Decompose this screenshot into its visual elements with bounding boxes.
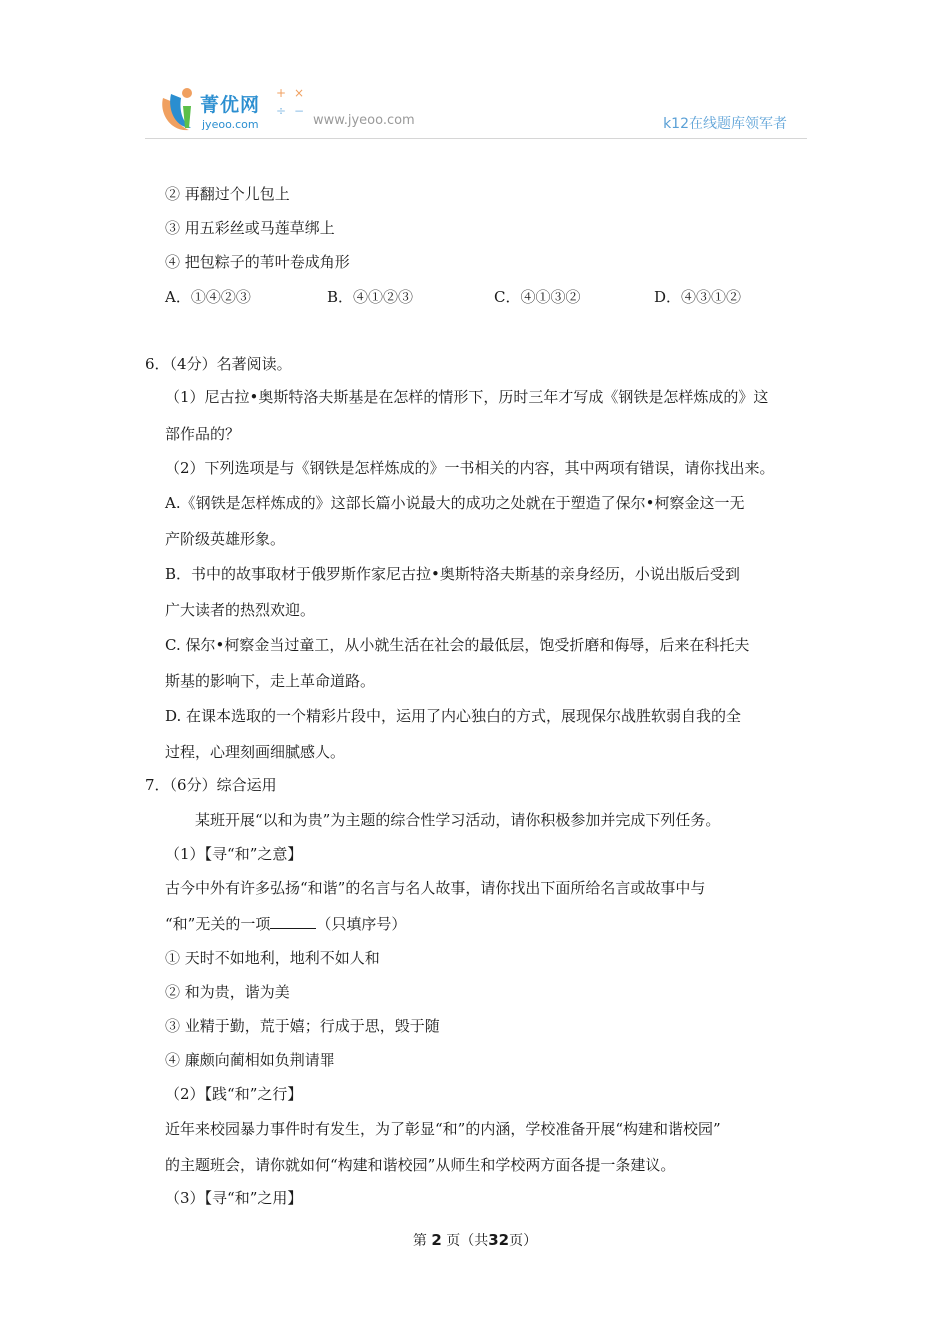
q7-part1-text: 古今中外有许多弘扬“和谐”的名言与名人故事，请你找出下面所给名言或故事中与 <box>165 879 706 897</box>
q5-step-3: ③ 用五彩丝或马莲草绑上 <box>165 219 335 237</box>
plus-symbol: + <box>276 86 287 100</box>
q6-option-b-line: B．书中的故事取材于俄罗斯作家尼古拉•奥斯特洛夫斯基的亲身经历，小说出版后受到 <box>165 565 740 583</box>
q6-option-d-line: D. 在课本选取的一个精彩片段中，运用了内心独白的方式，展现保尔战胜软弱自我的全 <box>165 707 742 725</box>
page-header <box>145 82 807 140</box>
slogan: k12在线题库领军者 <box>663 116 787 132</box>
q7-part2-text: 近年来校园暴力事件时有发生，为了彰显“和”的内涵，学校准备开展“构建和谐校园” <box>165 1120 721 1138</box>
q5-option-c: C．④①③② <box>494 288 581 306</box>
q5-option-a: A．①④②③ <box>165 288 251 306</box>
site-url: www.jyeoo.com <box>313 113 415 128</box>
q5-options <box>165 286 805 306</box>
footer-prefix: 第 <box>412 1233 427 1249</box>
q6-option-d-line: 过程，心理刻画细腻感人。 <box>165 743 346 761</box>
q7-item-4: ④ 廉颇向蔺相如负荆请罪 <box>165 1051 335 1069</box>
footer-middle: 页（共 <box>446 1233 489 1249</box>
q7-part2-title: （2）【践“和”之行】 <box>165 1085 303 1103</box>
q6-option-a-line: 产阶级英雄形象。 <box>165 530 286 548</box>
q6-option-c-line: C. 保尔•柯察金当过童工，从小就生活在社会的最低层，饱受折磨和侮辱，后来在科托夫 <box>165 636 750 654</box>
q7-item-2: ② 和为贵，谐为美 <box>165 983 290 1001</box>
q5-step-4: ④ 把包粽子的苇叶卷成角形 <box>165 253 350 271</box>
q7-item-1: ① 天时不如地利，地利不如人和 <box>165 949 380 967</box>
header-divider <box>145 138 807 139</box>
times-symbol: × <box>294 86 305 100</box>
q7-part1-text-before: “和”无关的一项 <box>165 915 271 933</box>
footer-suffix: 页） <box>509 1233 538 1249</box>
q5-step-2: ② 再翻过个儿包上 <box>165 185 290 203</box>
brand-name: 菁优网 <box>200 94 261 116</box>
q7-item-3: ③ 业精于勤，荒于嬉；行成于思，毁于随 <box>165 1017 440 1035</box>
page-number: 2 <box>431 1231 442 1249</box>
q6-line: （1）尼古拉•奥斯特洛夫斯基是在怎样的情形下，历时三年才写成《钢铁是怎样炼成的》这 <box>165 388 769 406</box>
q6-line: （2）下列选项是与《钢铁是怎样炼成的》一书相关的内容，其中两项有错误，请你找出来。 <box>165 459 775 477</box>
q5-option-b: B．④①②③ <box>327 288 414 306</box>
q6-option-b-line: 广大读者的热烈欢迎。 <box>165 601 316 619</box>
q5-option-d: D．④③①② <box>654 288 742 306</box>
q7-part1-text-after: （只填序号） <box>316 915 407 933</box>
q6-option-a-line: A.《钢铁是怎样炼成的》这部长篇小说最大的成功之处就在于塑造了保尔•柯察金这一无 <box>165 494 745 512</box>
page-footer <box>0 1230 950 1250</box>
q6-option-c-line: 斯基的影响下，走上革命道路。 <box>165 672 376 690</box>
brand-domain: jyeoo.com <box>202 118 259 131</box>
q7-part2-text: 的主题班会，请你就如何“构建和谐校园”从师生和学校两方面各提一条建议。 <box>165 1156 676 1174</box>
answer-blank[interactable] <box>270 914 316 929</box>
q6-title: 6．（4分）名著阅读。 <box>145 355 292 373</box>
total-pages: 32 <box>488 1231 510 1249</box>
q7-intro: 某班开展“以和为贵”为主题的综合性学习活动，请你积极参加并完成下列任务。 <box>195 811 721 829</box>
divide-symbol: ÷ <box>276 104 287 118</box>
q7-part1-title: （1）【寻“和”之意】 <box>165 845 303 863</box>
q7-part1-text <box>165 914 406 934</box>
q7-part3-title: （3）【寻“和”之用】 <box>165 1189 303 1207</box>
minus-symbol: − <box>294 104 305 118</box>
q7-title: 7．（6分）综合运用 <box>145 776 277 794</box>
q6-line: 部作品的？ <box>165 425 241 443</box>
